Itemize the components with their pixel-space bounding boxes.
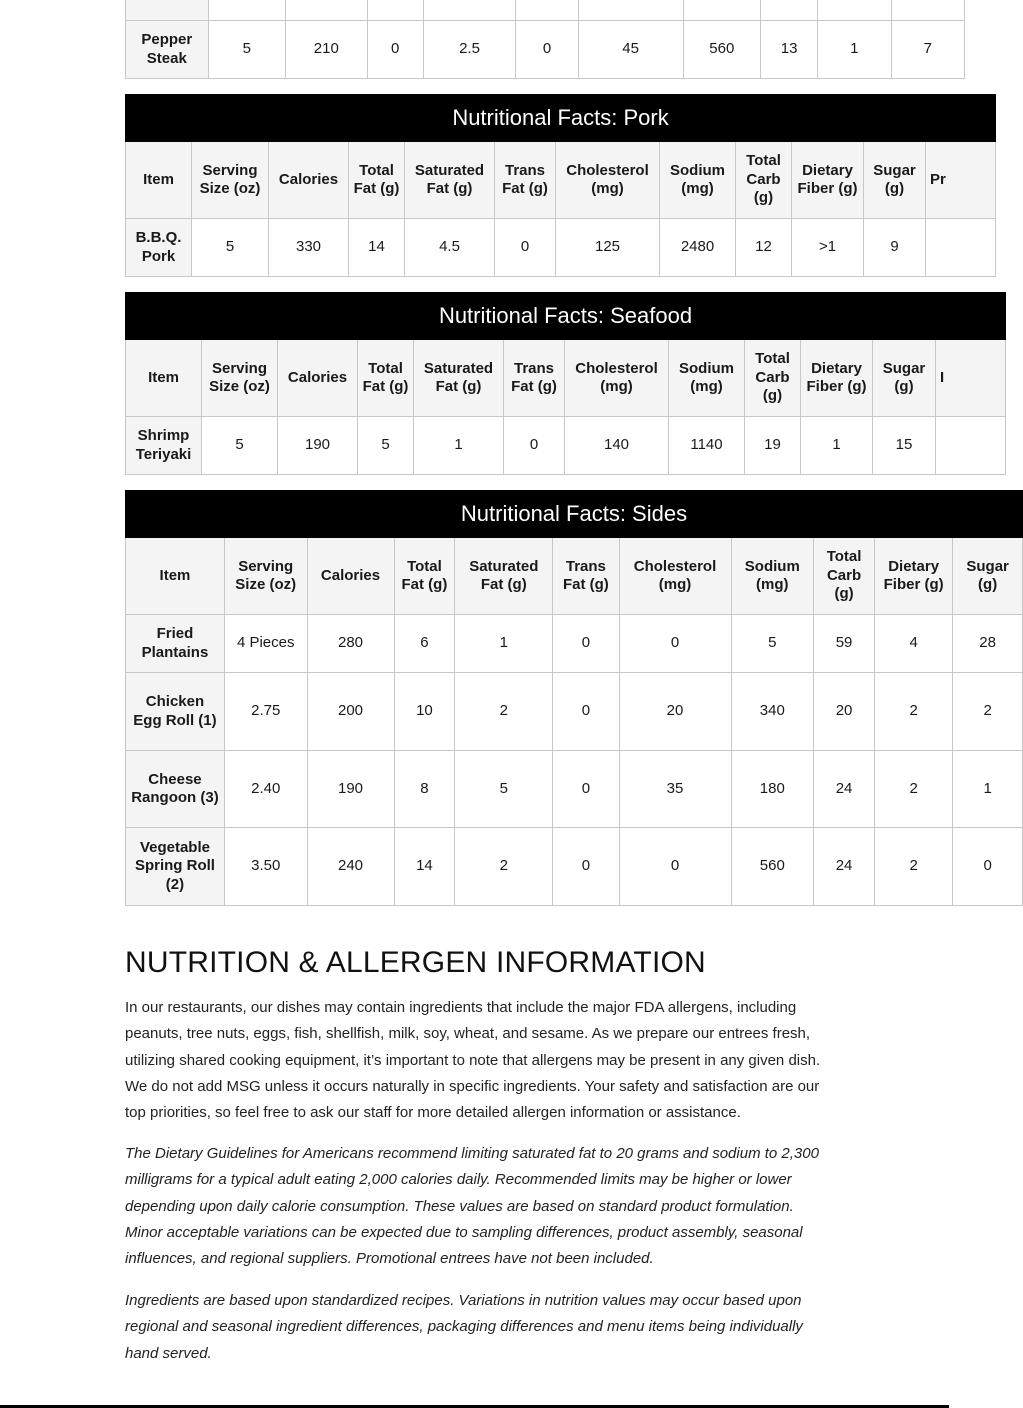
cell: 10: [394, 673, 455, 751]
column-header: Calories: [278, 340, 358, 417]
cell: 2: [874, 673, 952, 751]
cell: 1140: [669, 417, 745, 475]
cell: 19: [745, 417, 801, 475]
cell: 8: [394, 751, 455, 828]
cell: 330: [269, 219, 349, 277]
column-header: Sugar (g): [953, 538, 1023, 615]
column-header: Total Fat (g): [349, 142, 405, 219]
cell: 3.50: [224, 828, 307, 906]
cell: 24: [814, 751, 875, 828]
cell: [818, 0, 891, 21]
column-header: Serving Size (oz): [192, 142, 269, 219]
cell: 5: [208, 21, 285, 79]
column-header: Calories: [307, 538, 394, 615]
table-title: Nutritional Facts: Sides: [126, 491, 1023, 538]
column-header: Cholesterol (mg): [565, 340, 669, 417]
cell: 560: [683, 21, 760, 79]
item-name: Chicken Egg Roll (1): [126, 673, 225, 751]
allergen-paragraph: In our restaurants, our dishes may contain ingredients that include the major FDA allergens, including peanuts, tree nuts, eggs, fish, shellfish, milk, soy, wheat, and sesame. As we prepare our entrees fresh, utilizing shared cooking equipment, it’s important to note that allergens may be present in any given dish. We do not add MSG unless it occurs naturally in specific ingredients. Your safety and satisfaction are our top priorities, so feel free to ask our staff for more detailed allergen information or assistance.: [125, 999, 821, 1122]
cell: 125: [556, 219, 660, 277]
cell: 5: [358, 417, 414, 475]
column-header: Item: [126, 340, 202, 417]
cell: 0: [553, 615, 619, 673]
cell: 0: [553, 828, 619, 906]
cell: [208, 0, 285, 21]
table-row: [126, 828, 1023, 906]
table-row: [126, 21, 965, 79]
cell: 190: [307, 751, 394, 828]
cell: 2.75: [224, 673, 307, 751]
column-header: Saturated Fat (g): [455, 538, 553, 615]
info-heading: NUTRITION & ALLERGEN INFORMATION: [125, 946, 706, 979]
cell: >1: [792, 219, 864, 277]
cell: [578, 0, 683, 21]
item-name: Pepper Steak: [126, 21, 209, 79]
column-header: Serving Size (oz): [224, 538, 307, 615]
cell: [516, 0, 578, 21]
column-header: Sodium (mg): [669, 340, 745, 417]
column-header: Serving Size (oz): [202, 340, 278, 417]
column-header: Sodium (mg): [731, 538, 814, 615]
cell: 9: [864, 219, 926, 277]
table-row: [126, 751, 1023, 828]
column-header: Sugar (g): [864, 142, 926, 219]
cell: 5: [731, 615, 814, 673]
table-row: [126, 0, 965, 21]
cell: 45: [578, 21, 683, 79]
cell: 2: [874, 828, 952, 906]
cell: 28: [953, 615, 1023, 673]
cell: 6: [394, 615, 455, 673]
column-header: Trans Fat (g): [495, 142, 556, 219]
cell: 1: [455, 615, 553, 673]
column-header: Total Fat (g): [394, 538, 455, 615]
cell: 4 Pieces: [224, 615, 307, 673]
cell: 2.5: [423, 21, 516, 79]
cell: 12: [736, 219, 792, 277]
column-header: Cholesterol (mg): [556, 142, 660, 219]
item-name: B.B.Q. Pork: [126, 219, 192, 277]
column-header: Saturated Fat (g): [405, 142, 495, 219]
column-header: Sugar (g): [873, 340, 936, 417]
cell: [423, 0, 516, 21]
cell: 20: [814, 673, 875, 751]
column-header: Pr: [926, 142, 996, 219]
cell: 0: [504, 417, 565, 475]
cell: [367, 0, 423, 21]
header-row: [126, 142, 996, 219]
cell: 0: [553, 751, 619, 828]
ingredients-paragraph: Ingredients are based upon standardized recipes. Variations in nutrition values may occur based upon regional and seasonal ingredient differences, packaging differences and menu items being individually hand served.: [125, 1292, 803, 1362]
cell: 14: [349, 219, 405, 277]
cell: 4.5: [405, 219, 495, 277]
cell: 13: [761, 21, 818, 79]
pork-table: [125, 94, 996, 277]
cell: 240: [307, 828, 394, 906]
column-header: Total Carb (g): [736, 142, 792, 219]
seafood-table: [125, 292, 1006, 475]
table-row: [126, 673, 1023, 751]
beef-table: [125, 0, 965, 79]
item-name: Fried Plantains: [126, 615, 225, 673]
cell: 2: [455, 828, 553, 906]
cell: 0: [553, 673, 619, 751]
table-title: Nutritional Facts: Pork: [126, 95, 996, 142]
cell: 1: [801, 417, 873, 475]
item-name: Vegetable Spring Roll (2): [126, 828, 225, 906]
cell: 210: [286, 21, 368, 79]
cell: 180: [731, 751, 814, 828]
column-header: Cholesterol (mg): [619, 538, 731, 615]
cell: 140: [565, 417, 669, 475]
cell: [761, 0, 818, 21]
column-header: Calories: [269, 142, 349, 219]
table-row: [126, 615, 1023, 673]
cell: 280: [307, 615, 394, 673]
cell: 2: [874, 751, 952, 828]
column-header: Saturated Fat (g): [414, 340, 504, 417]
header-row: [126, 340, 1006, 417]
cell: 0: [619, 615, 731, 673]
cell: 5: [202, 417, 278, 475]
column-header: I: [936, 340, 1006, 417]
dietary-guidelines-paragraph: The Dietary Guidelines for Americans recommend limiting saturated fat to 20 grams and sodium to 2,300 milligrams for a typical adult eating 2,000 calories daily. Recommended limits may be higher or lower depending upon daily calorie consumption. These values are based on standard product formulation. Minor acceptable variations can be expected due to sampling differences, product assembly, seasonal influences, and regional suppliers. Promotional entrees have not been included.: [125, 1145, 819, 1268]
cell: 1: [414, 417, 504, 475]
sides-table: [125, 490, 1023, 906]
cell: [926, 219, 996, 277]
cell: [936, 417, 1006, 475]
column-header: Item: [126, 538, 225, 615]
cell: 0: [953, 828, 1023, 906]
cell: 14: [394, 828, 455, 906]
cell: 5: [455, 751, 553, 828]
column-header: Trans Fat (g): [553, 538, 619, 615]
cell: 4: [874, 615, 952, 673]
column-header: Total Fat (g): [358, 340, 414, 417]
table-title: Nutritional Facts: Seafood: [126, 293, 1006, 340]
cell: 2480: [660, 219, 736, 277]
cell: [683, 0, 760, 21]
cell: 2: [455, 673, 553, 751]
cell: [891, 0, 964, 21]
column-header: Dietary Fiber (g): [792, 142, 864, 219]
cell: 340: [731, 673, 814, 751]
cell: 5: [192, 219, 269, 277]
cell: 1: [818, 21, 891, 79]
cell: 200: [307, 673, 394, 751]
item-name: [126, 0, 209, 21]
cell: 20: [619, 673, 731, 751]
column-header: Item: [126, 142, 192, 219]
cell: 2: [953, 673, 1023, 751]
cell: 560: [731, 828, 814, 906]
cell: 7: [891, 21, 964, 79]
table-row: [126, 219, 996, 277]
column-header: Dietary Fiber (g): [874, 538, 952, 615]
cell: 0: [495, 219, 556, 277]
cell: 0: [619, 828, 731, 906]
item-name: Shrimp Teriyaki: [126, 417, 202, 475]
cell: 35: [619, 751, 731, 828]
column-header: Sodium (mg): [660, 142, 736, 219]
cell: 190: [278, 417, 358, 475]
cell: 0: [516, 21, 578, 79]
cell: 2.40: [224, 751, 307, 828]
column-header: Dietary Fiber (g): [801, 340, 873, 417]
table-row: [126, 417, 1006, 475]
cell: 59: [814, 615, 875, 673]
cell: [286, 0, 368, 21]
cell: 15: [873, 417, 936, 475]
header-row: [126, 538, 1023, 615]
column-header: Trans Fat (g): [504, 340, 565, 417]
column-header: Total Carb (g): [745, 340, 801, 417]
item-name: Cheese Rangoon (3): [126, 751, 225, 828]
cell: 24: [814, 828, 875, 906]
cell: 1: [953, 751, 1023, 828]
cell: 0: [367, 21, 423, 79]
column-header: Total Carb (g): [814, 538, 875, 615]
